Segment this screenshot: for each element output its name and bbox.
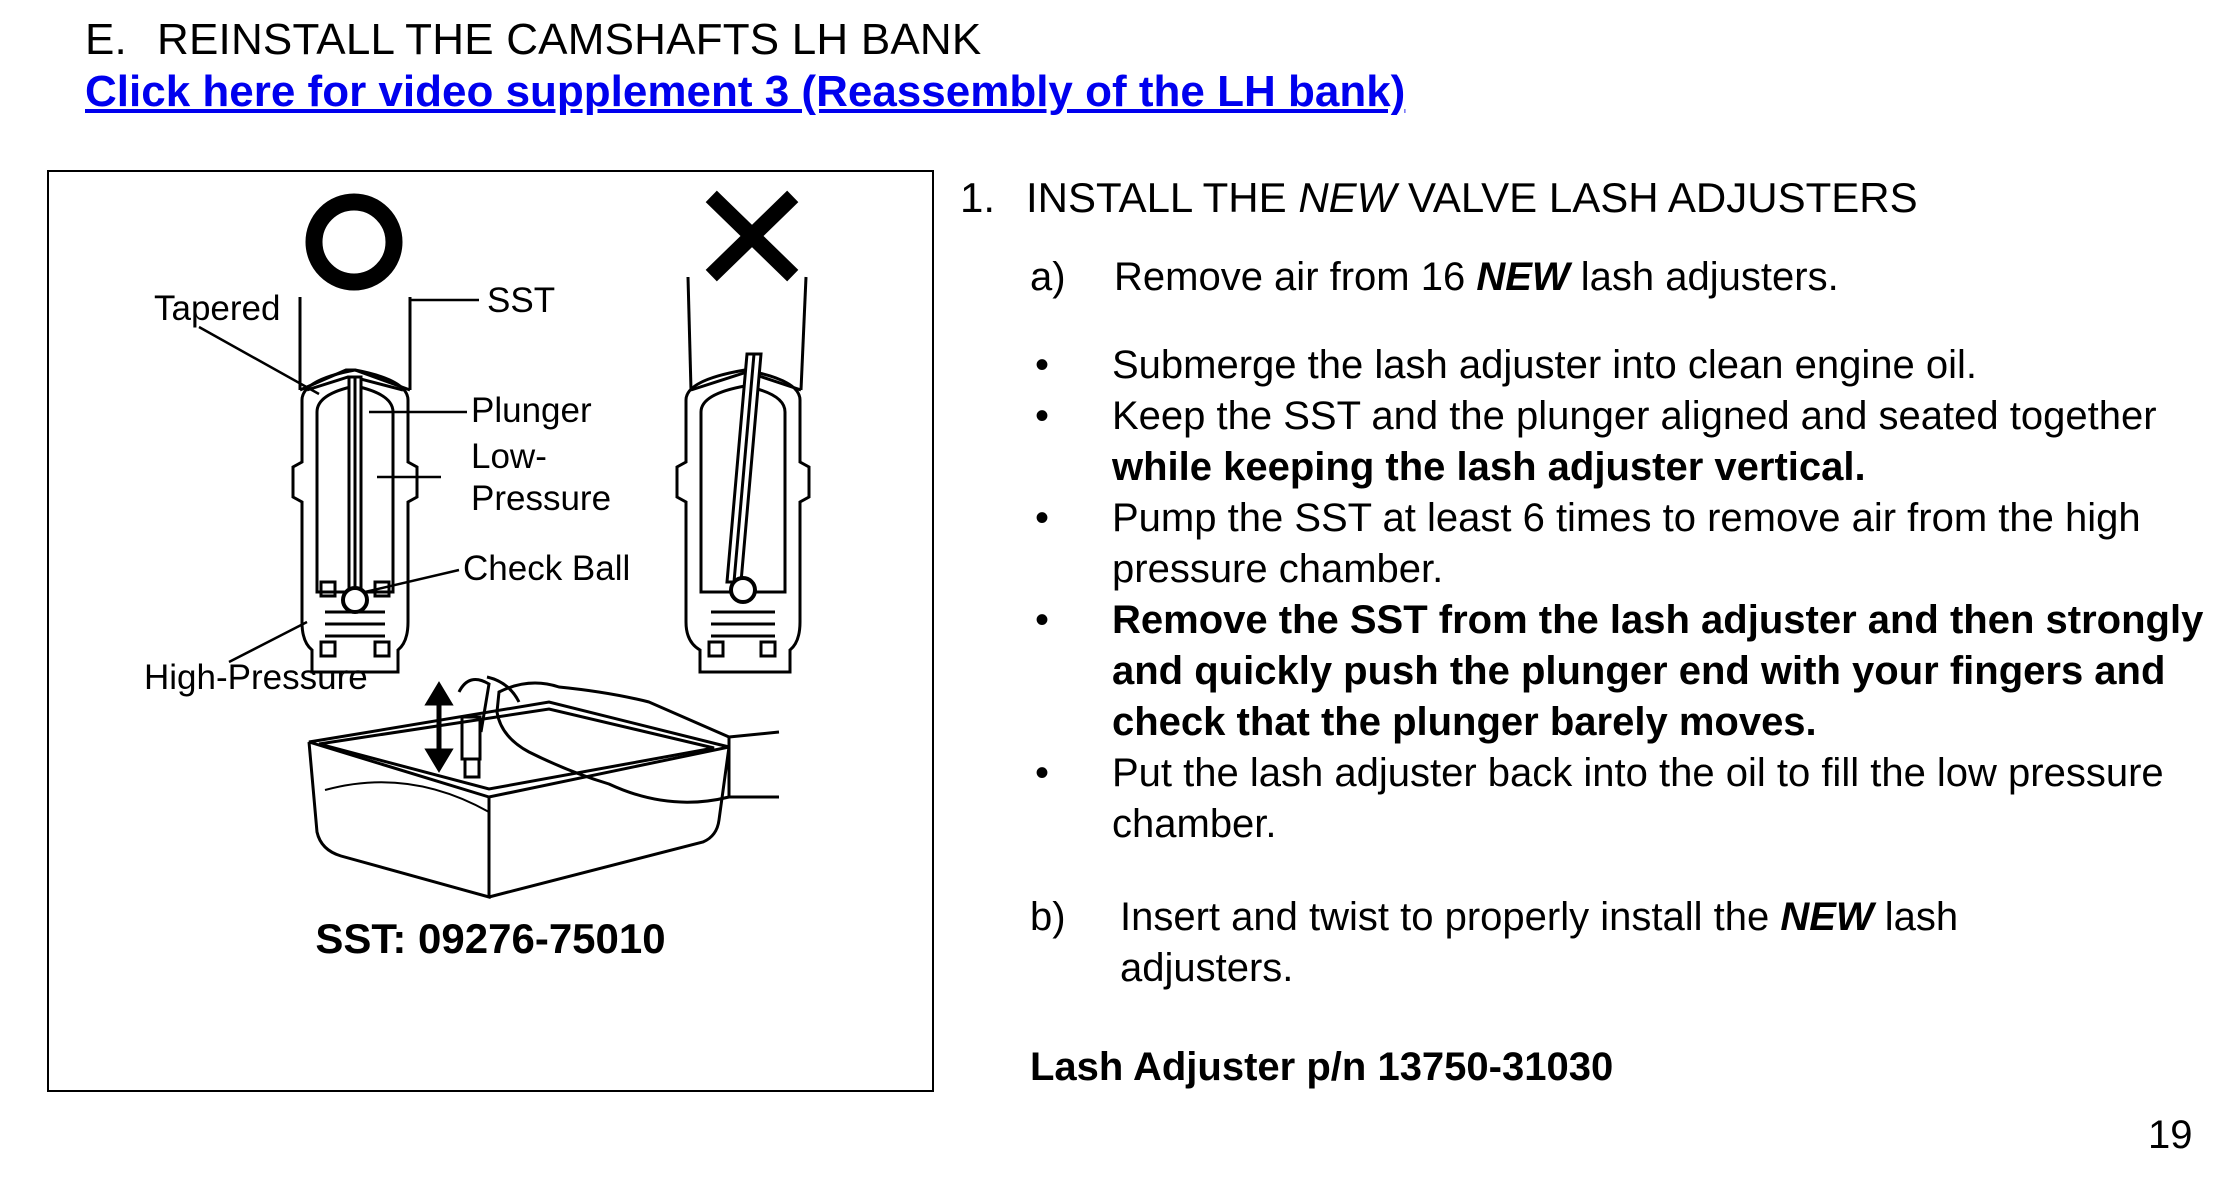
bullet-text: Keep the SST and the plunger aligned and seated together bbox=[1112, 394, 2157, 438]
substep-b-emphasis: NEW bbox=[1780, 895, 1874, 939]
section-letter: E. bbox=[85, 15, 127, 64]
step-number: 1. bbox=[960, 174, 996, 221]
bullet-text: Put the lash adjuster back into the oil to fill the low pressure chamber. bbox=[1112, 751, 2164, 846]
correct-adjuster-drawing bbox=[293, 297, 417, 672]
step-title-text-2: VALVE LASH ADJUSTERS bbox=[1396, 174, 1918, 221]
section-title: REINSTALL THE CAMSHAFTS LH BANK bbox=[157, 15, 982, 64]
list-item bbox=[1032, 391, 2212, 493]
substep-a-emphasis: NEW bbox=[1476, 255, 1570, 299]
substep-a bbox=[1030, 252, 1839, 303]
bullet-bold-text: while keeping the lash adjuster vertical. bbox=[1112, 445, 1866, 489]
low-pressure-label-line1: Low- bbox=[471, 437, 547, 476]
list-item bbox=[1032, 595, 2212, 748]
substep-a-mark: a) bbox=[1030, 255, 1066, 299]
substep-a-text-1: Remove air from 16 bbox=[1114, 255, 1477, 299]
bullet-icon: • bbox=[1034, 751, 1049, 795]
substep-b-mark: b) bbox=[1030, 895, 1066, 939]
substep-a-text-2: lash adjusters. bbox=[1569, 255, 1839, 299]
substep-b-text-1: Insert and twist to properly install the bbox=[1120, 895, 1781, 939]
list-item bbox=[1032, 748, 2212, 850]
high-pressure-label: High-Pressure bbox=[144, 658, 368, 697]
incorrect-x-icon bbox=[717, 202, 787, 270]
oil-pan-drawing bbox=[309, 677, 779, 897]
sst-caption: SST: 09276-75010 bbox=[315, 915, 666, 962]
substep-b bbox=[1030, 892, 2180, 994]
low-pressure-label-line2: Pressure bbox=[471, 479, 612, 518]
bullet-text: Pump the SST at least 6 times to remove air from the high pressure chamber. bbox=[1112, 496, 2141, 591]
step-title-emphasis: NEW bbox=[1298, 174, 1397, 221]
plunger-label: Plunger bbox=[471, 391, 592, 430]
incorrect-adjuster-drawing bbox=[677, 277, 809, 672]
list-item bbox=[1032, 493, 2212, 595]
bullet-icon: • bbox=[1034, 394, 1049, 438]
procedure-bullet-list bbox=[1032, 340, 2212, 850]
bullet-text: Submerge the lash adjuster into clean engine oil. bbox=[1112, 343, 1977, 387]
bullet-icon: • bbox=[1034, 343, 1049, 387]
label-leader-lines bbox=[199, 300, 479, 662]
page-number: 19 bbox=[2148, 1113, 2193, 1157]
list-item bbox=[1032, 340, 2212, 391]
video-supplement-link[interactable]: Click here for video supplement 3 (Reassembly of the LH bank) bbox=[85, 67, 1406, 116]
tapered-label: Tapered bbox=[154, 289, 281, 328]
substep-b-text-2: lash adjusters. bbox=[1120, 895, 1959, 990]
bullet-bold-text: Remove the SST from the lash adjuster and then strongly and quickly push the plunger end with your fingers and check that the plunger barely moves. bbox=[1112, 598, 2204, 744]
check-ball-label: Check Ball bbox=[463, 549, 631, 588]
section-heading bbox=[85, 14, 981, 66]
bullet-icon: • bbox=[1034, 598, 1049, 642]
step-title-text-1: INSTALL THE bbox=[1026, 174, 1299, 221]
lash-adjuster-figure bbox=[47, 170, 934, 1092]
sst-label: SST bbox=[487, 281, 556, 320]
bullet-icon: • bbox=[1034, 496, 1049, 540]
step-title bbox=[960, 172, 1918, 224]
correct-circle-icon bbox=[314, 202, 394, 282]
part-number: Lash Adjuster p/n 13750-31030 bbox=[1030, 1045, 1614, 1089]
